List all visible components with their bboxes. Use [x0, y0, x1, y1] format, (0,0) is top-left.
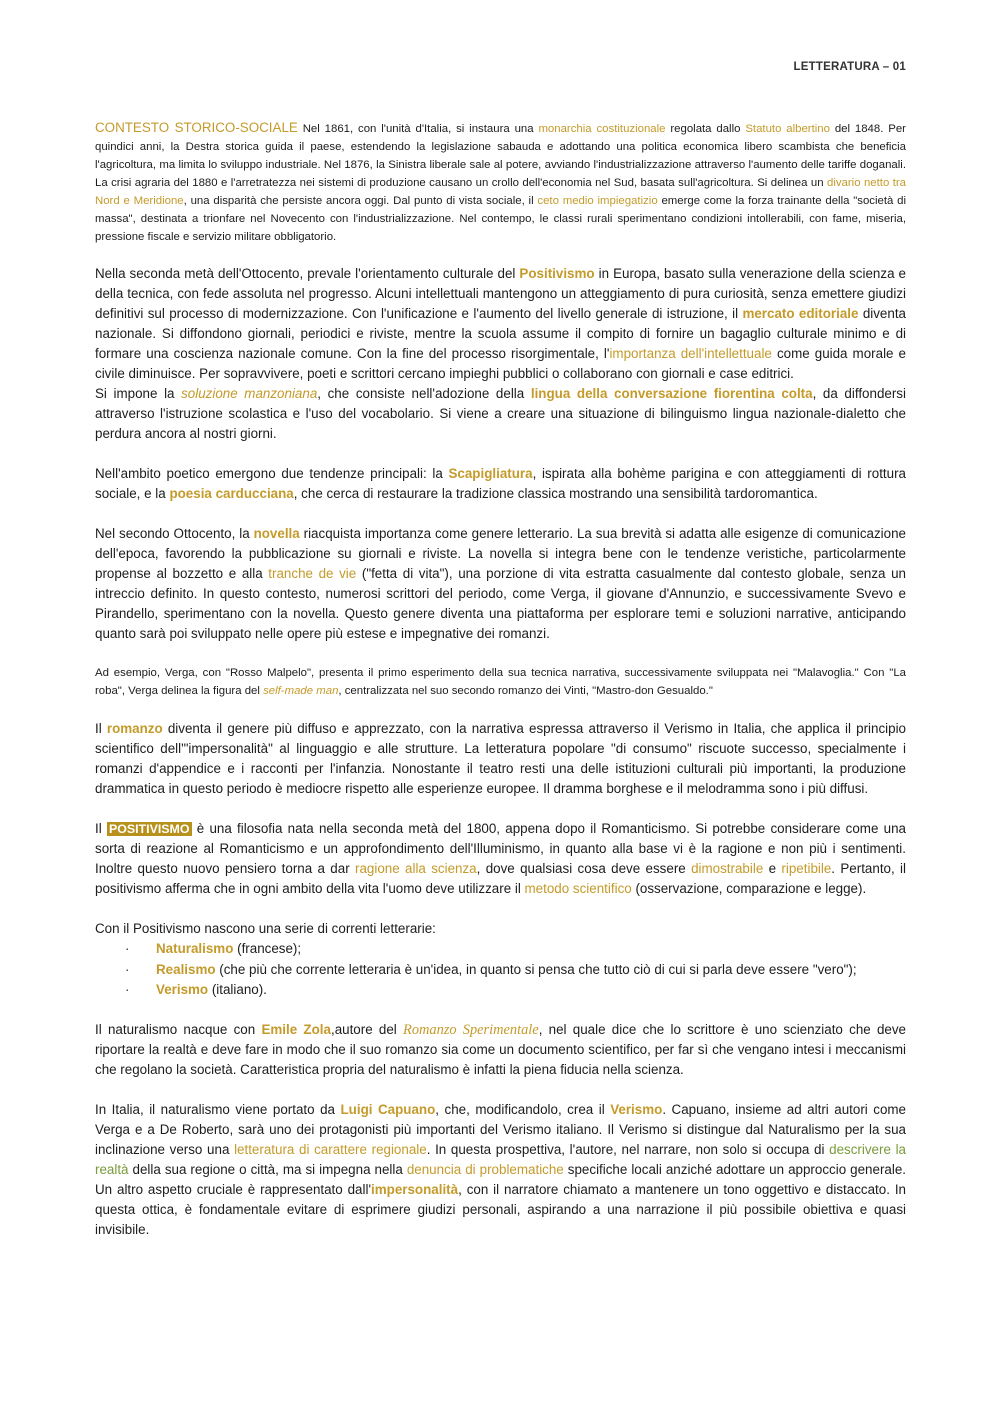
highlight-term: divario netto tra Nord e Meridione — [95, 177, 906, 207]
text-run: . In questa prospettiva, l'autore, nel narrare, non solo si occupa di — [426, 1142, 830, 1157]
text-run: Nell'ambito poetico emergono due tendenze principali: la — [95, 466, 449, 481]
text-run: Il — [95, 721, 107, 736]
highlight-term: romanzo — [106, 721, 163, 736]
text-run: . Pertanto, il positivismo afferma che in ogni ambito della vita l'uomo deve utilizzare il — [95, 861, 906, 896]
text-run: , che cerca di restaurare la tradizione classica mostrando una sensibilità tardoromantica. — [293, 486, 818, 501]
text-run: Il — [95, 821, 107, 836]
paragraph-positivismo — [95, 819, 906, 899]
highlight-term: lingua della conversazione fiorentina colta — [530, 386, 813, 401]
highlight-term: monarchia costituzionale — [538, 123, 666, 135]
paragraph-contesto — [95, 119, 906, 246]
highlight-term: Verismo — [610, 1102, 663, 1117]
highlight-term: Statuto albertino — [745, 123, 830, 135]
text-run: Si impone la — [95, 386, 182, 401]
text-run: Nel secondo Ottocento, la — [95, 526, 254, 541]
highlight-term: letteratura di carattere regionale — [234, 1142, 427, 1157]
list-term: Verismo — [156, 982, 209, 997]
list-text: (francese); — [233, 941, 302, 956]
highlight-term: soluzione manzoniana — [181, 386, 318, 401]
highlight-term: impersonalità — [371, 1182, 459, 1197]
text-run: , dove qualsiasi cosa deve essere — [476, 861, 692, 876]
highlight-term: poesia carducciana — [169, 486, 294, 501]
text-run: del 1848. Per quindici anni, la Destra storica guida il paese, estendendo la legislazione sabauda e adottando una politica economica libero scambista che beneficia l'agricoltura, ma limita lo sviluppo industriale. Nel 1876, la Sinistra liberale sale al potere, avviando l'industrializzazione attraverso l'aumento delle tariffe doganali. La crisi agraria del 1880 e l'arretratezza nei sistemi di produzione causano un crollo dell'economia nel Sud, basata sull'agricoltura. Si delinea un — [95, 123, 906, 189]
paragraph-naturalismo — [95, 1020, 906, 1080]
text-run: Nel 1861, con l'unità d'Italia, si instaura una — [297, 123, 539, 135]
highlight-term: Emile Zola — [261, 1022, 331, 1037]
bullet-dot: · — [125, 941, 130, 956]
text-run: , con il narratore chiamato a mantenere un tono oggettivo e distaccato. In questa ottica, è fondamentale evitare di esprimere giudizi personali, aspirando a una narrazione il più possibile obiettiva e quasi invisibile. — [95, 1182, 906, 1237]
page-header: LETTERATURA – 01 — [793, 61, 906, 73]
list-text: (italiano). — [208, 982, 267, 997]
list-text: (che più che corrente letteraria è un'idea, in quanto si pensa che tutto ciò di cui si parla deve essere "vero"); — [215, 961, 857, 977]
paragraph-positivismo-intro — [95, 264, 906, 444]
text-run: , da diffondersi attraverso l'istruzione scolastica e l'uso del vocabolario. Si viene a creare una situazione di bilinguismo lingua nazionale-dialetto che perdura ancora al nostri giorni. — [95, 386, 906, 441]
highlight-term: ceto medio impiegatizio — [537, 195, 658, 207]
text-run: , una disparità che persiste ancora oggi. Dal punto di vista sociale, il — [183, 195, 538, 207]
text-run: Ad esempio, Verga, con "Rosso Malpelo", presenta il primo esperimento della sua tecnica narrativa, successivamente sviluppata nei "Malavoglia." Con "La roba", Verga delinea la figura del — [95, 667, 906, 697]
list-item — [125, 980, 906, 1001]
highlight-term: Romanzo Sperimentale — [403, 1022, 539, 1038]
highlight-term: novella — [253, 526, 300, 541]
paragraph-romanzo — [95, 719, 906, 799]
paragraph-novella — [95, 524, 906, 644]
text-run: Il naturalismo nacque con — [95, 1022, 262, 1037]
paragraph-verismo — [95, 1100, 906, 1240]
text-run: diventa nazionale. Si diffondono giornali, periodici e riviste, mentre la scuola assume il compito di fornire un bagaglio culturale minimo e di formare una coscienza nazionale comune. Con la fine del processo risorgimentale, l' — [95, 306, 906, 361]
text-run: regolata dallo — [665, 123, 746, 135]
list-term: Naturalismo — [156, 941, 234, 956]
text-run: e — [763, 861, 782, 876]
text-run: , nel quale dice che lo scrittore è uno scienziato che deve riportare la realtà e deve fare in modo che il suo romanzo sia come un documento scientifico, per far sì che vengano intesi i meccanismi che regolano la società. Caratteristica propria del naturalismo è infatti la piena fiducia nella scienza. — [95, 1022, 907, 1077]
correnti-section — [95, 919, 906, 1001]
highlight-term: importanza dell'intellettuale — [609, 346, 772, 361]
text-run: in Europa, basato sulla venerazione della scienza e della tecnica, con fede assoluta nel progresso. Alcuni intellettuali mantengono un atteggiamento di pura curiosità, senza emettere giudizi definitivi sul processo di modernizzazione. Con l'unificazione e l'aumento del livello generale di istruzione, il — [95, 266, 906, 321]
text-run: emerge come la forza trainante della "società di massa", destinata a trionfare nel Novecento con l'industrializzazione. Nel contempo, le classi rurali sperimentano condizioni intollerabili, con fame, miseria, pressione fiscale e servizio militare obbligatorio. — [95, 195, 907, 243]
list-item — [125, 960, 906, 981]
text-run: ,autore del — [330, 1022, 404, 1037]
text-run: Nella seconda metà dell'Ottocento, prevale l'orientamento culturale del — [95, 266, 520, 281]
bullet-dot: · — [125, 961, 130, 977]
highlight-term: ripetibile — [781, 861, 832, 876]
text-run: ("fetta di vita"), una porzione di vita estratta casualmente dal contesto globale, senza un intreccio definito. In questo contesto, numerosi scrittori del periodo, come Verga, il giovane d'Annunzio, e successivamente Svevo e Pirandello, sperimentano con la novella. Questo genere diventa una piattaforma per esplorare temi e soluzioni narrative, anticipando quanto sarà poi sviluppato nelle opere più estese e impegnative dei romanzi. — [95, 566, 906, 641]
highlight-term: Positivismo — [519, 266, 595, 281]
bullet-dot: · — [125, 982, 130, 997]
text-run: , centralizzata nel suo secondo romanzo dei Vinti, "Mastro-don Gesualdo." — [338, 685, 713, 697]
highlight-term: Luigi Capuano — [340, 1102, 436, 1117]
paragraph-esempio — [95, 664, 906, 700]
highlight-term: metodo scientifico — [524, 881, 632, 896]
highlight-term: ragione alla scienza — [355, 861, 477, 876]
highlighted-keyword: POSITIVISMO — [108, 822, 190, 836]
highlight-term: tranche de vie — [268, 566, 357, 581]
text-run: come guida morale e civile diminuisce. Per sopravvivere, poeti e scrittori cercano impieghi pubblici o collaborano con giornali e case editrici. — [95, 346, 906, 381]
text-run: (osservazione, comparazione e legge). — [631, 881, 867, 896]
text-run: riacquista importanza come genere letterario. La sua brevità si adatta alle esigenze di comunicazione dell'epoca, favorendo la pubblicazione su giornali e riviste. La novella si integra bene con le tendenze veristiche, particolarmente propense al bozzetto e alla — [95, 526, 906, 581]
text-run: In Italia, il naturalismo viene portato da — [95, 1102, 341, 1117]
highlight-term: denuncia di problematiche — [406, 1162, 564, 1177]
text-run: , ispirata alla bohème parigina e con atteggiamenti di rottura sociale, e la — [95, 466, 906, 501]
highlight-term: self-made man — [263, 685, 339, 697]
text-run: , che, modificandolo, crea il — [435, 1102, 611, 1117]
section-label: CONTESTO STORICO-SOCIALE — [95, 120, 298, 135]
paragraph-poetica — [95, 464, 906, 504]
highlight-term: Scapigliatura — [448, 466, 533, 481]
text-run: . Capuano, insieme ad altri autori come Verga e a De Roberto, sarà uno dei protagonisti più importanti del Verismo italiano. Il Verismo si distingue dal Naturalismo per la sua inclinazione verso una — [95, 1102, 907, 1157]
list-item — [125, 939, 906, 960]
correnti-list — [95, 939, 906, 1001]
text-run: diventa il genere più diffuso e apprezzato, con la narrativa espressa attraverso il Verismo in Italia, che applica il principio scientifico dell'"impersonalità" al linguaggio e alle strutture. La letteratura popolare "di consumo" riscuote successo, specialmente i romanzi d'appendice e i racconti per l'infanzia. Nonostante il teatro resti una delle istituzioni culturali più importanti, la produzione drammatica in questo periodo è mediocre rispetto alle esperienze europee. Il dramma borghese e il melodramma sono i più diffusi. — [95, 721, 906, 796]
highlight-term: dimostrabile — [691, 861, 764, 876]
text-run: è una filosofia nata nella seconda metà del 1800, appena dopo il Romanticismo. Si potrebbe considerare come una sorta di reazione al Romanticismo e un approfondimento dell'Illuminismo, in quanto alla base vi è la ragione e non più i sentimenti. Inoltre questo nuovo pensiero torna a dar — [95, 821, 906, 876]
text-run: specifiche locali anziché adottare un approccio generale. Un altro aspetto cruciale è rappresentato dall' — [95, 1162, 907, 1197]
highlight-term: descrivere la realtà — [95, 1142, 906, 1177]
correnti-intro: Con il Positivismo nascono una serie di correnti letterarie: — [95, 921, 436, 936]
text-run: , che consiste nell'adozione della — [317, 386, 531, 401]
list-term: Realismo — [156, 961, 216, 977]
highlight-term: mercato editoriale — [742, 306, 859, 321]
text-run: della sua regione o città, ma si impegna nella — [128, 1162, 407, 1177]
